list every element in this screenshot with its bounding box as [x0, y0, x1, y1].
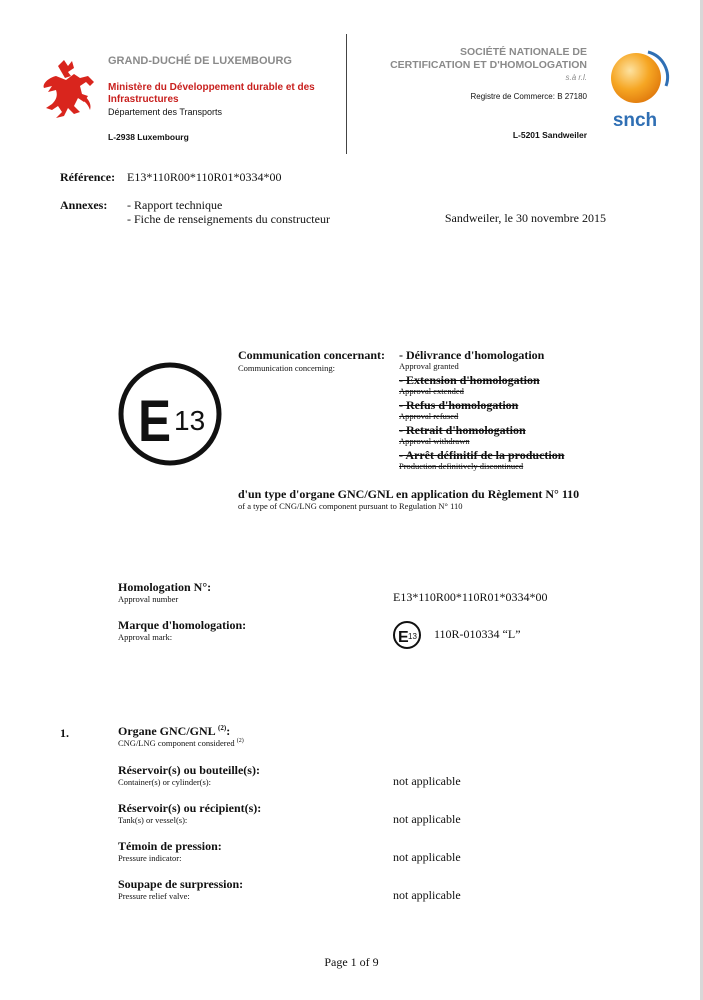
section-title-colon: : — [226, 724, 231, 738]
reference-value: E13*110R00*110R01*0334*00 — [127, 170, 282, 184]
department-name: Département des Transports — [108, 107, 223, 117]
section-subtitle-text: CNG/LNG component considered — [118, 738, 235, 748]
field-label-en: Pressure relief valve: — [118, 891, 190, 901]
small-country-code: 13 — [408, 632, 417, 641]
reference-label: Référence: — [60, 170, 116, 184]
luxembourg-lion-logo — [38, 58, 96, 122]
section-subtitle-note: (2) — [236, 738, 244, 745]
small-e-letter: E — [398, 629, 409, 646]
option-granted-en: Approval granted — [399, 361, 459, 371]
e-letter: E — [138, 389, 171, 454]
type-statement-en: of a type of CNG/LNG component pursuant to Regulation N° 110 — [238, 501, 463, 511]
society-name — [362, 46, 587, 72]
small-e13-mark-icon — [392, 620, 422, 650]
option-discontinued-en: Production definitively discontinued — [399, 461, 524, 471]
field-value: not applicable — [393, 812, 461, 826]
approval-number-value: E13*110R00*110R01*0334*00 — [393, 590, 548, 604]
country-code: 13 — [174, 405, 206, 436]
society-name-line2: CERTIFICATION ET D'HOMOLOGATION — [390, 59, 587, 71]
approval-number-label: Homologation N°: — [118, 580, 212, 594]
annex-item: - Rapport technique — [127, 198, 223, 212]
approval-number-label-en: Approval number — [118, 594, 179, 604]
section-title — [118, 724, 230, 739]
option-refused: - Refus d'homologation — [399, 398, 519, 412]
section-number: 1. — [60, 726, 69, 740]
right-address: L-5201 Sandweiler — [512, 130, 587, 140]
option-discontinued: - Arrêt définitif de la production — [399, 448, 565, 462]
option-extended-en: Approval extended — [399, 386, 464, 396]
approval-mark-value: 110R-010334 “L” — [434, 627, 521, 641]
section-title-text: Organe GNC/GNL — [118, 724, 219, 738]
option-withdrawn-en: Approval withdrawn — [399, 436, 470, 446]
logo-text: snch — [612, 110, 658, 131]
option-extended: - Extension d'homologation — [399, 373, 540, 387]
country-name: GRAND-DUCHÉ DE LUXEMBOURG — [108, 55, 292, 67]
field-label: Réservoir(s) ou bouteille(s): — [118, 763, 260, 777]
approval-mark-label: Marque d'homologation: — [118, 618, 247, 632]
left-address: L-2938 Luxembourg — [108, 132, 189, 142]
field-label: Réservoir(s) ou récipient(s): — [118, 801, 262, 815]
communication-label-en: Communication concerning: — [238, 363, 336, 373]
section-subtitle — [118, 738, 244, 748]
communication-label: Communication concernant: — [238, 348, 385, 362]
ministry-name: Ministère du Développement durable et des Infrastructures — [108, 82, 315, 105]
section-title-note: (2) — [218, 724, 227, 732]
option-granted: - Délivrance d'homologation — [399, 348, 545, 362]
annexes-label: Annexes: — [60, 198, 108, 212]
legal-form: s.à r.l. — [565, 73, 587, 82]
field-label-en: Tank(s) or vessel(s): — [118, 815, 188, 825]
place-date: Sandweiler, le 30 novembre 2015 — [444, 211, 606, 225]
trade-register: Registre de Commerce: B 27180 — [470, 92, 587, 101]
field-label-en: Container(s) or cylinder(s): — [118, 777, 211, 787]
orange-ball-icon — [611, 53, 661, 103]
option-withdrawn: - Retrait d'homologation — [399, 423, 526, 437]
annexes-list — [127, 198, 330, 226]
society-name-line1: SOCIÉTÉ NATIONALE DE — [460, 46, 587, 58]
snch-logo — [600, 46, 672, 136]
approval-mark-label-en: Approval mark: — [118, 632, 173, 642]
field-label: Soupape de surpression: — [118, 877, 244, 891]
header-divider — [346, 34, 347, 154]
page-number: Page 1 of 9 — [324, 955, 379, 969]
e13-approval-mark — [116, 360, 224, 468]
field-value: not applicable — [393, 774, 461, 788]
field-value: not applicable — [393, 850, 461, 864]
annex-item: - Fiche de renseignements du constructeur — [127, 212, 330, 226]
type-statement: d'un type d'organe GNC/GNL en application du Règlement N° 110 — [238, 487, 580, 501]
field-value: not applicable — [393, 888, 461, 902]
communication-options — [399, 348, 564, 473]
option-refused-en: Approval refused — [399, 411, 459, 421]
field-label-en: Pressure indicator: — [118, 853, 182, 863]
field-label: Témoin de pression: — [118, 839, 222, 853]
